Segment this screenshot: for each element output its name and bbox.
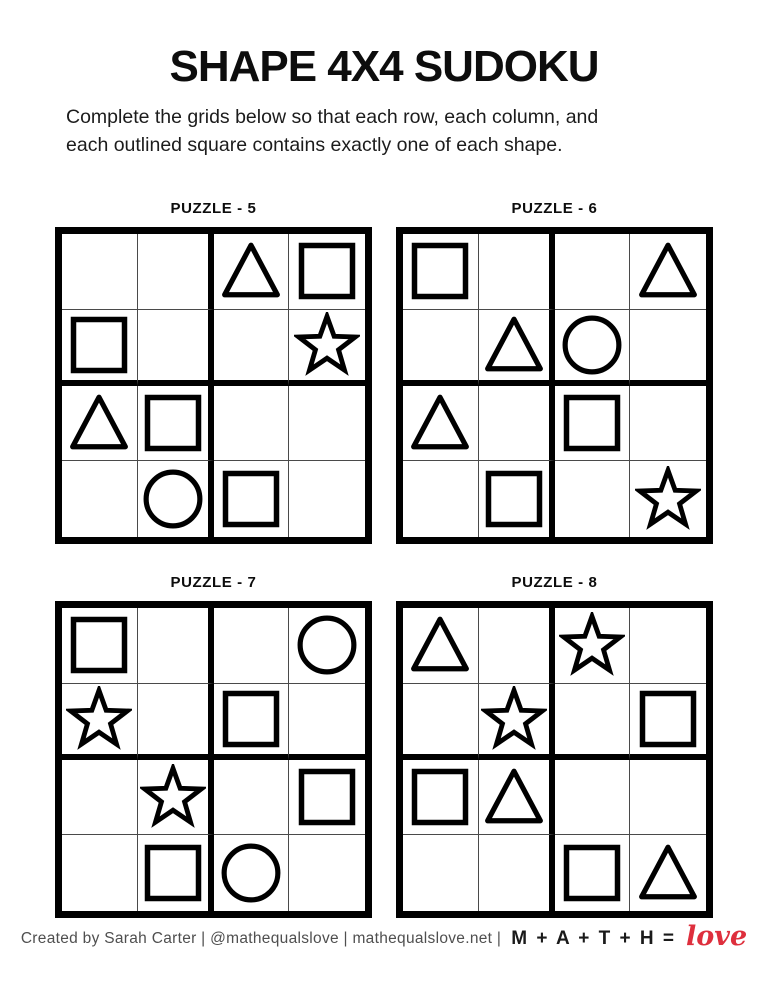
square-icon: [143, 393, 203, 453]
puzzle-cell: [479, 608, 555, 684]
puzzle-label: PUZZLE - 7: [170, 574, 257, 591]
puzzle-cell: [630, 310, 706, 386]
puzzle-cell: [555, 386, 631, 462]
puzzle-block-5: [55, 200, 372, 544]
triangle-icon: [483, 766, 545, 828]
puzzle-block-7: [55, 574, 372, 918]
star-icon: [635, 466, 701, 532]
puzzle-cell: [214, 386, 290, 462]
puzzle-cell: [479, 835, 555, 911]
puzzle-cell: [630, 461, 706, 537]
puzzle-cell: [62, 310, 138, 386]
puzzle-cell: [630, 608, 706, 684]
page-title: SHAPE 4X4 SUDOKU: [169, 42, 599, 91]
puzzle-cell: [630, 684, 706, 760]
puzzle-cell: [555, 760, 631, 836]
puzzle-cell: [630, 760, 706, 836]
instructions: [66, 103, 716, 159]
puzzle-cell: [62, 760, 138, 836]
puzzle-cell: [214, 234, 290, 310]
puzzle-cell: [555, 310, 631, 386]
square-icon: [221, 689, 281, 749]
triangle-icon: [68, 392, 130, 454]
puzzle-cell: [138, 760, 214, 836]
square-icon: [562, 393, 622, 453]
instructions-line-2: each outlined square contains exactly one of each shape.: [66, 134, 563, 156]
square-icon: [69, 315, 129, 375]
puzzle-cell: [62, 386, 138, 462]
puzzle-cell: [289, 760, 365, 836]
puzzle-block-6: [396, 200, 713, 544]
puzzle-cell: [289, 310, 365, 386]
square-icon: [484, 469, 544, 529]
puzzle-grid: [396, 227, 713, 544]
puzzle-cell: [62, 684, 138, 760]
puzzle-cell: [479, 684, 555, 760]
puzzle-cell: [403, 835, 479, 911]
puzzle-cell: [214, 608, 290, 684]
puzzle-cell: [138, 608, 214, 684]
puzzle-cell: [555, 684, 631, 760]
puzzle-cell: [62, 461, 138, 537]
star-icon: [294, 312, 360, 378]
puzzle-cell: [289, 386, 365, 462]
puzzle-cell: [214, 760, 290, 836]
puzzle-cell: [289, 835, 365, 911]
puzzle-cell: [403, 760, 479, 836]
puzzle-cell: [289, 461, 365, 537]
square-icon: [143, 843, 203, 903]
square-icon: [410, 241, 470, 301]
puzzle-cell: [403, 684, 479, 760]
puzzle-cell: [138, 684, 214, 760]
puzzle-cell: [289, 608, 365, 684]
circle-icon: [142, 468, 204, 530]
instructions-line-1: Complete the grids below so that each row, each column, and: [66, 106, 599, 128]
puzzle-cell: [479, 760, 555, 836]
triangle-icon: [409, 392, 471, 454]
footer: [0, 921, 768, 952]
puzzle-cell: [479, 234, 555, 310]
puzzle-label: PUZZLE - 8: [511, 574, 598, 591]
puzzle-cell: [403, 386, 479, 462]
puzzle-cell: [138, 386, 214, 462]
triangle-icon: [637, 240, 699, 302]
puzzle-cell: [138, 835, 214, 911]
puzzle-cell: [479, 310, 555, 386]
puzzle-cell: [555, 234, 631, 310]
puzzle-grid-area: [55, 200, 713, 918]
brand-math-text: M + A + T + H =: [511, 928, 677, 949]
puzzle-label: PUZZLE - 6: [511, 200, 598, 217]
triangle-icon: [483, 314, 545, 376]
circle-icon: [220, 842, 282, 904]
puzzle-cell: [214, 835, 290, 911]
puzzle-cell: [289, 234, 365, 310]
star-icon: [481, 686, 547, 752]
puzzle-cell: [630, 835, 706, 911]
puzzle-grid: [55, 227, 372, 544]
puzzle-cell: [214, 461, 290, 537]
puzzle-cell: [62, 835, 138, 911]
triangle-icon: [637, 842, 699, 904]
puzzle-cell: [630, 234, 706, 310]
puzzle-cell: [62, 234, 138, 310]
circle-icon: [561, 314, 623, 376]
puzzle-cell: [403, 310, 479, 386]
star-icon: [559, 612, 625, 678]
puzzle-label: PUZZLE - 5: [170, 200, 257, 217]
triangle-icon: [409, 614, 471, 676]
puzzle-cell: [403, 234, 479, 310]
puzzle-cell: [630, 386, 706, 462]
brand-love-text: love: [686, 921, 748, 952]
puzzle-block-8: [396, 574, 713, 918]
puzzle-cell: [138, 461, 214, 537]
square-icon: [297, 767, 357, 827]
star-icon: [66, 686, 132, 752]
puzzle-cell: [555, 461, 631, 537]
puzzle-cell: [214, 684, 290, 760]
puzzle-cell: [403, 608, 479, 684]
triangle-icon: [220, 240, 282, 302]
square-icon: [69, 615, 129, 675]
puzzle-cell: [214, 310, 290, 386]
puzzle-cell: [479, 461, 555, 537]
puzzle-cell: [138, 310, 214, 386]
square-icon: [638, 689, 698, 749]
puzzle-cell: [289, 684, 365, 760]
square-icon: [297, 241, 357, 301]
puzzle-cell: [479, 386, 555, 462]
square-icon: [221, 469, 281, 529]
square-icon: [410, 767, 470, 827]
puzzle-cell: [403, 461, 479, 537]
star-icon: [140, 764, 206, 830]
puzzle-cell: [555, 835, 631, 911]
puzzle-cell: [138, 234, 214, 310]
puzzle-grid: [55, 601, 372, 918]
puzzle-cell: [62, 608, 138, 684]
puzzle-cell: [555, 608, 631, 684]
square-icon: [562, 843, 622, 903]
credit-text: Created by Sarah Carter | @mathequalslove | mathequalslove.net |: [20, 930, 502, 947]
circle-icon: [296, 614, 358, 676]
puzzle-grid: [396, 601, 713, 918]
